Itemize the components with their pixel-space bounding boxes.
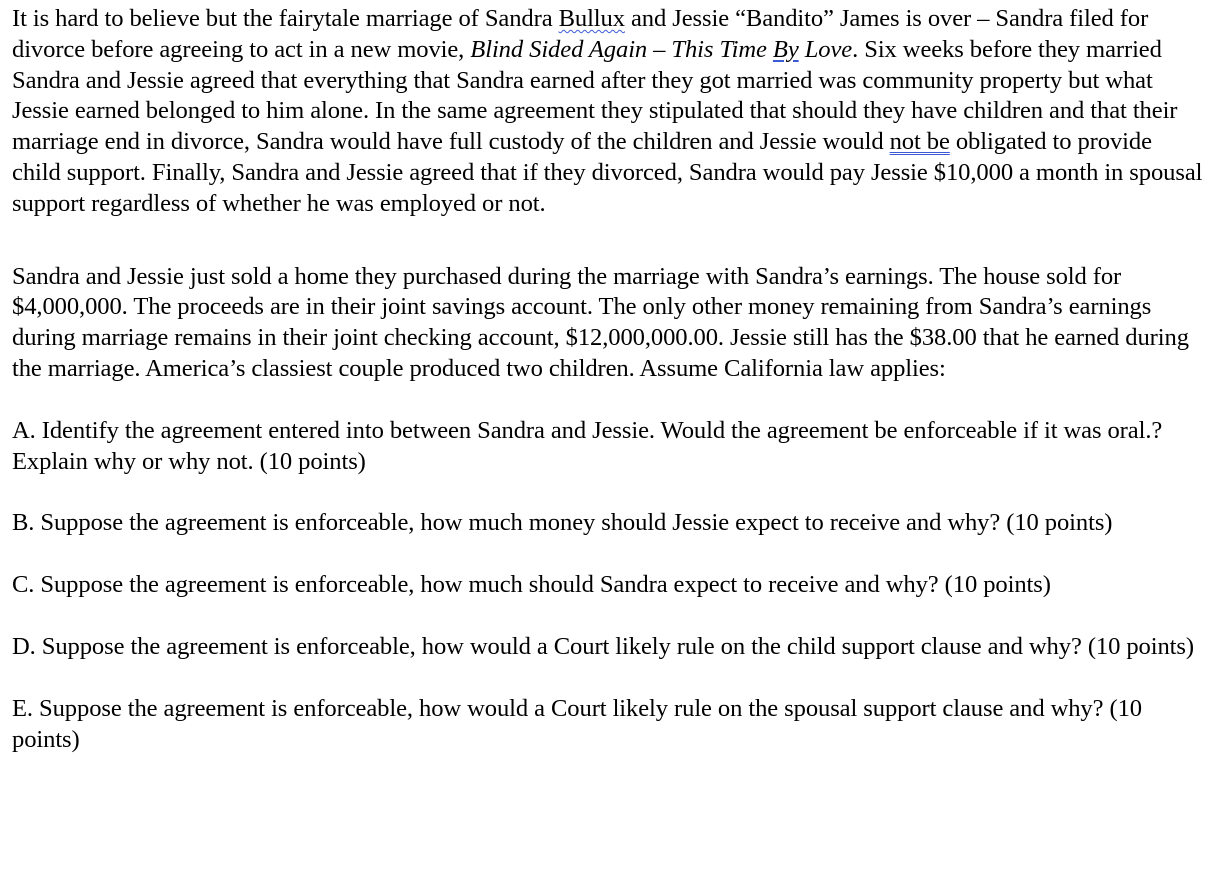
movie-title [470,36,852,63]
spellcheck-flagged-word: Bullux [558,5,625,32]
question-c: C. Suppose the agreement is enforceable, how much should Sandra expect to receive and why? (10 points) [12,571,1051,599]
grammar-flagged-word: By [772,35,799,63]
grammar-flagged-phrase: not be [889,128,950,156]
text-run: . Six weeks before they married Sandra and Jessie agreed that everything that Sandra earned after they got married was community property but what Jessie earned belonged to him alone. In the same agreement they stipulated that should they have children and that their marriage end in divorce, Sandra would have full custody of the children and Jessie would [12,35,1178,156]
text-run: Blind Sided Again – This Time [470,35,773,63]
document-page [12,4,1204,755]
fact-paragraph-2: Sandra and Jessie just sold a home they purchased during the marriage with Sandra’s earnings. The house sold for $4,000,000. The proceeds are in their joint savings account. The only other money remaining from Sandra’s earnings during marriage remains in their joint checking account, $12,000,000.00. Jessie still has the $38.00 that he earned during the marriage. America’s classiest couple produced two children. Assume California law applies: [12,262,1189,382]
text-run: It is hard to believe but the fairytale marriage of Sandra [12,5,559,32]
fact-paragraph-1 [12,4,1204,220]
text-run: and Jessie “Bandito” James is over – Sandra filed for divorce before agreeing to act in a new movie, [12,5,1149,63]
question-a: A. Identify the agreement entered into between Sandra and Jessie. Would the agreement be enforceable if it was oral.? Explain why or why not. (10 points) [12,416,1163,475]
text-run: Love [798,35,853,63]
text-run: obligated to provide child support. Finally, Sandra and Jessie agreed that if they divorced, Sandra would pay Jessie $10,000 a month in spousal support regardless of whether he was employed or not. [12,128,1203,217]
question-b: B. Suppose the agreement is enforceable, how much money should Jessie expect to receive and why? (10 points) [12,509,1113,537]
question-e: E. Suppose the agreement is enforceable, how would a Court likely rule on the spousal support clause and why? (10 points) [12,694,1142,753]
question-d: D. Suppose the agreement is enforceable, how would a Court likely rule on the child support clause and why? (10 points) [12,632,1194,660]
